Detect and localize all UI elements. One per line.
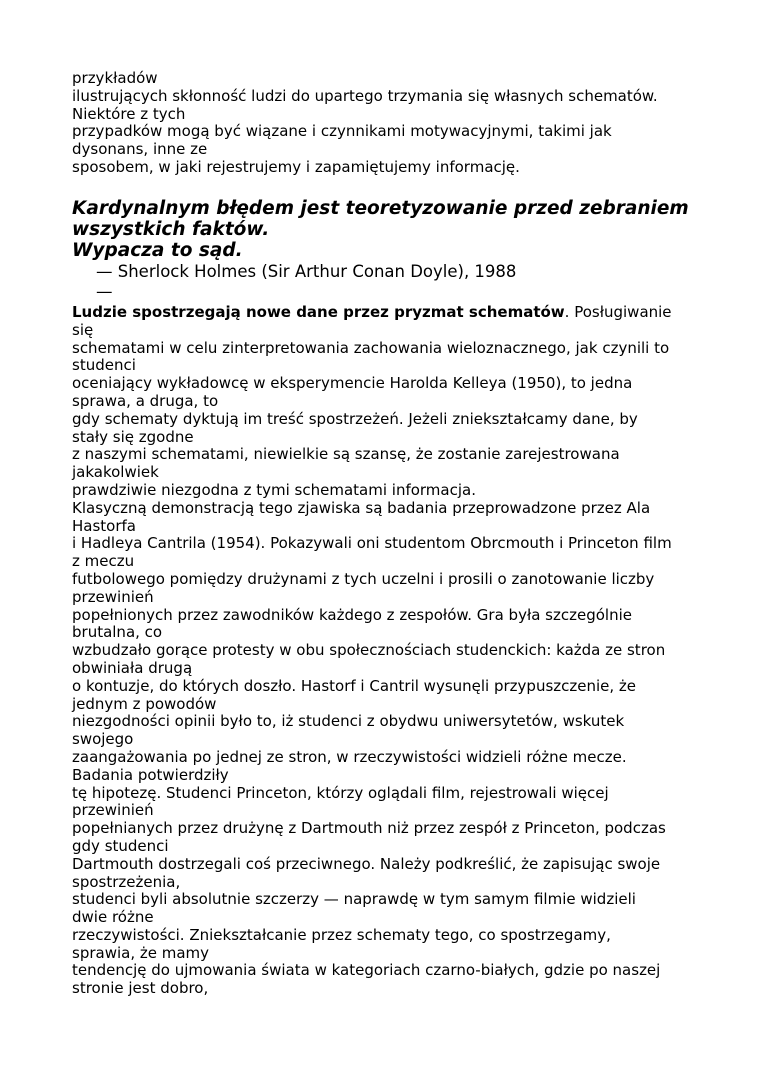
text-line: swojego: [72, 730, 134, 749]
text-line: spostrzeżenia,: [72, 872, 181, 891]
text-line: Hastorfa: [72, 516, 136, 535]
text-line: stały się zgodne: [72, 427, 194, 446]
text-line: popełnianych przez drużynę z Dartmouth niż przez zespół z Princeton, podczas: [72, 819, 666, 838]
text-line: przewinień: [72, 801, 154, 820]
text-line: się: [72, 320, 94, 339]
lead-line: [72, 304, 702, 322]
text-line: tendencję do ujmowania świata w kategoriach czarno-białych, gdzie po naszej: [72, 961, 661, 980]
text-line: wzbudzało gorące protesty w obu społecznościach studenckich: każda ze stron: [72, 641, 666, 660]
text-line: studenci: [72, 356, 136, 375]
text-line: Badania potwierdziły: [72, 765, 229, 784]
epigraph-quote: [72, 198, 702, 261]
quote-line: wszystkich faktów.: [72, 219, 270, 240]
text-line: zaangażowania po jednej ze stron, w rzeczywistości widzieli różne mecze.: [72, 747, 627, 766]
lead-bold-text: Ludzie spostrzegają nowe dane przez pryzmat schematów: [72, 303, 565, 321]
quote-attribution: [96, 262, 726, 302]
text-line: studenci byli absolutnie szczerzy — naprawdę w tym samym filmie widzieli: [72, 890, 636, 909]
text-line: o kontuzje, do których doszło. Hastorf i Cantril wysunęli przypuszczenie, że: [72, 676, 637, 695]
text-line: przypadków mogą być wiązane i czynnikami motywacyjnymi, takimi jak: [72, 122, 612, 141]
text-line: sprawa, a druga, to: [72, 391, 219, 410]
intro-paragraph: [72, 70, 702, 177]
main-paragraph: [72, 304, 702, 998]
text-line: schematami w celu zinterpretowania zachowania wieloznacznego, jak czynili to: [72, 338, 670, 357]
text-line: rzeczywistości. Zniekształcanie przez schematy tego, co spostrzegamy,: [72, 925, 611, 944]
text-line: przewinień: [72, 587, 154, 606]
text-line: gdy schematy dyktują im treść spostrzeżeń. Jeżeli zniekształcamy dane, by: [72, 409, 638, 428]
text-line: tę hipotezę. Studenci Princeton, którzy oglądali film, rejestrowali więcej: [72, 783, 609, 802]
text-line: sprawia, że mamy: [72, 943, 210, 962]
text-line: niezgodności opinii było to, iż studenci z obydwu uniwersytetów, wskutek: [72, 712, 625, 731]
text-line: oceniający wykładowcę w eksperymencie Harolda Kelleya (1950), to jedna: [72, 374, 633, 393]
attribution-text: — Sherlock Holmes (Sir Arthur Conan Doyle), 1988: [96, 262, 517, 281]
text-line: Klasyczną demonstracją tego zjawiska są badania przeprowadzone przez Ala: [72, 498, 651, 517]
text-line: sposobem, w jaki rejestrujemy i zapamiętujemy informację.: [72, 157, 520, 176]
text-line: przykładów: [72, 69, 158, 87]
text-line: z meczu: [72, 552, 135, 571]
text-line: jakakolwiek: [72, 463, 159, 482]
quote-line: Kardynalnym błędem jest teoretyzowanie przed zebraniem: [72, 198, 689, 219]
text-line: stronie jest dobro,: [72, 979, 209, 998]
text-line: ilustrujących skłonność ludzi do upartego trzymania się własnych schematów.: [72, 86, 658, 105]
text-line: i Hadleya Cantrila (1954). Pokazywali oni studentom Obrcmouth i Princeton film: [72, 534, 672, 553]
attribution-dash: —: [96, 282, 113, 301]
text-line: jednym z powodów: [72, 694, 217, 713]
text-line: brutalna, co: [72, 623, 163, 642]
text-line: Dartmouth dostrzegali coś przeciwnego. Należy podkreślić, że zapisując swoje: [72, 854, 661, 873]
text-line: gdy studenci: [72, 836, 169, 855]
lead-rest-text: . Posługiwanie: [564, 303, 672, 321]
text-line: popełnionych przez zawodników każdego z zespołów. Gra była szczególnie: [72, 605, 632, 624]
text-line: futbolowego pomiędzy drużynami z tych uczelni i prosili o zanotowanie liczby: [72, 569, 655, 588]
text-line: Niektóre z tych: [72, 104, 186, 123]
text-line: z naszymi schematami, niewielkie są szansę, że zostanie zarejestrowana: [72, 445, 620, 464]
text-line: prawdziwie niezgodna z tymi schematami informacja.: [72, 480, 476, 499]
text-line: dwie różne: [72, 908, 154, 927]
text-line: obwiniała drugą: [72, 658, 193, 677]
text-line: dysonans, inne ze: [72, 140, 208, 159]
quote-line: Wypacza to sąd.: [72, 240, 243, 261]
